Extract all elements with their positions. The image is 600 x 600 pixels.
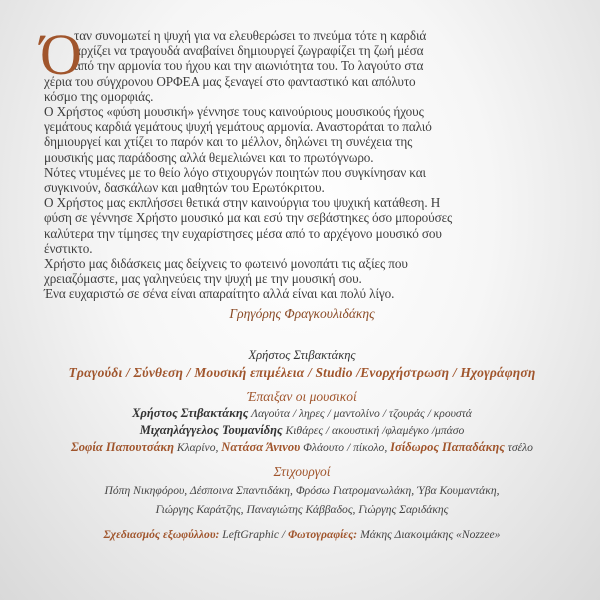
musician-line-2	[44, 422, 560, 439]
musician-name: Νατάσα Άνινου	[221, 439, 301, 454]
musician-line-1	[44, 405, 560, 422]
essay-line: δημιουργεί και χτίζει το παρόν και το μέλλον, δηλώνει τη συνέχεια της	[44, 134, 413, 150]
essay-line: ένστικτο.	[44, 240, 93, 256]
lyricists-title: Στιχουργοί	[273, 463, 331, 479]
essay-line: Ένα ευχαριστώ σε σένα είναι απαραίτητο αλλά είναι και πολύ λίγο.	[44, 286, 395, 302]
musicians-title: Έπαιξαν οι μουσικοί	[247, 388, 357, 404]
essay-line: γεμάτους καρδιά γεμάτους ψυχή γεμάτους αρμονία. Αναστοράται το παλιό	[44, 119, 432, 135]
essay-line: Ο Χρήστος «φύση μουσική» γέννησε τους καινούριους μουσικούς ήχους	[44, 104, 424, 120]
musician-role: Λαγούτα / ληρες / μαντολίνο / τζουράς / κρουστά	[248, 406, 472, 420]
musician-role: τσέλο	[504, 440, 533, 454]
essay-text	[40, 22, 560, 302]
essay-line: ταν συνομωτεί η ψυχή για να ελευθερώσει το πνεύμα τότε η καρδιά	[74, 28, 427, 43]
essay-line: Ο Χρήστος μας εκπλήσσει θετικά στην καινούργια του ψυχική κατάθεση. Η	[44, 195, 441, 211]
musician-line-3	[44, 439, 560, 456]
credits-section	[44, 348, 560, 541]
essay-line: Χρήστο μας διδάσκεις μας δείχνεις το φωτεινό μονοπάτι τις αξίες που	[44, 256, 408, 272]
essay-line: συγκινούν, δασκάλων και μαθητών του Ερωτόκριτου.	[44, 180, 325, 196]
artist-roles: Τραγούδι / Σύνθεση / Μουσική επιμέλεια / Studio /Ενορχήστρωση / Ηχογράφηση	[68, 364, 536, 380]
dropcap-letter: Ό	[40, 22, 82, 87]
essay-line: από την αρμονία του ήχου και την αιωνιότητα του. Το λαγούτο στα	[74, 58, 424, 74]
essay-line: κόσμο της ομορφιάς.	[44, 88, 154, 104]
design-label: Σχεδιασμός εξωφύλλου:	[103, 527, 220, 541]
essay-opening-block	[44, 28, 560, 74]
photo-value: Μάκης Διακοιμάκης «Nozzee»	[357, 527, 501, 541]
essay-line: καλύτερα την τίμησες την ευχαρίστησες μέσα από το αρχέγονο μουσικό σου	[44, 225, 442, 241]
essay-line: Νότες ντυμένες με το θείο λόγο στιχουργών ποιητών που συγκίνησαν και	[44, 164, 426, 180]
design-credits	[44, 528, 560, 541]
musician-name: Μιχαηλάγγελος Τουμανίδης	[139, 422, 283, 437]
essay-line: χέρια του σύγχρονου ΟΡΦΕΑ μας ξεναγεί στο φανταστικό και απόλυτο	[44, 73, 416, 89]
lyricists-line-2: Γιώργης Καράτζης, Παναγιώτης Κάββαδος, Γιώργης Σαριδάκης	[155, 502, 449, 516]
artist-name: Χρήστος Στιβακτάκης	[248, 347, 356, 362]
musician-role: Φλάουτο / πίκολο,	[300, 440, 391, 454]
essay-line: μουσικής μας παράδοσης αλλά θεμελιώνει και το πρωτόγνωρο.	[44, 149, 374, 165]
musician-name: Σοφία Παπουτσάκη	[71, 439, 175, 454]
musician-name: Ισίδωρος Παπαδάκης	[390, 439, 505, 454]
essay-line: χρειαζόμαστε, μας γαληνεύεις την ψυχή με την μουσική σου.	[44, 271, 362, 287]
lyricists-line-1: Πόπη Νικηφόρου, Δέσποινα Σπαντιδάκη, Φρόσω Γιατρομανωλάκη, Ύβα Κουμαντάκη,	[104, 483, 500, 497]
musician-role: Κλαρίνο,	[174, 440, 222, 454]
musician-name: Χρήστος Στιβακτάκης	[132, 405, 249, 420]
essay-line: φύση σε γέννησε Χρήστο μουσικό μα και εσύ την σεβάστηκες όσο μπορούσες	[44, 210, 453, 226]
essay-signature: Γρηγόρης Φραγκουλιδάκης	[229, 305, 375, 321]
musician-role: Κιθάρες / ακουστική /φλαμέγκο /μπάσο	[282, 423, 465, 437]
photo-label: Φωτογραφίες:	[288, 527, 358, 541]
essay-line: αρχίζει να τραγουδά αναβαίνει δημιουργεί ζωγραφίζει τη ζωή μέσα	[74, 43, 424, 59]
design-value: LeftGraphic /	[219, 527, 289, 541]
